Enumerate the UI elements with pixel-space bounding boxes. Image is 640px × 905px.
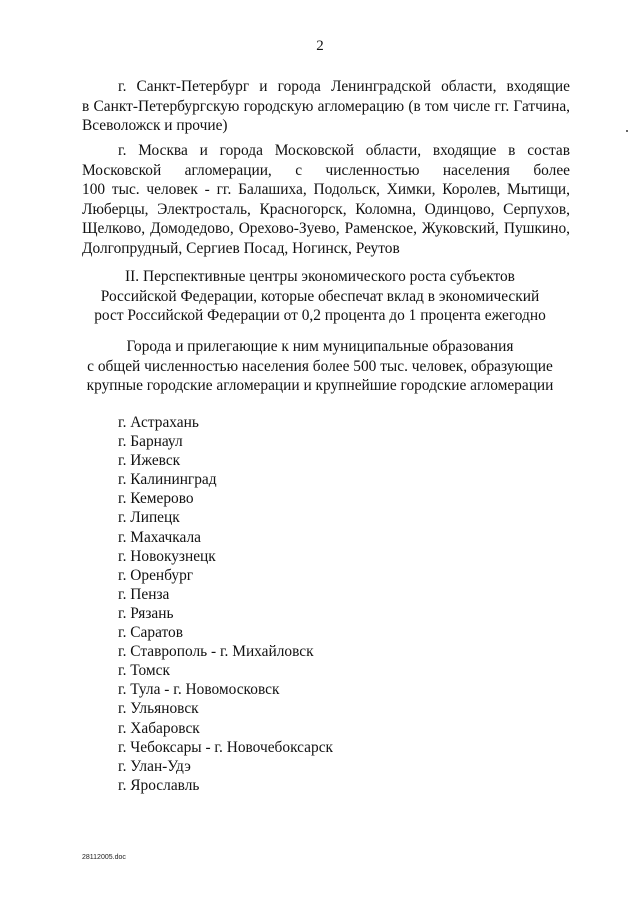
heading-line: Города и прилегающие к ним муниципальные образования	[126, 338, 514, 355]
page-number: 2	[316, 38, 324, 54]
heading-line: Российской Федерации, которые обеспечат вклад в экономический	[100, 287, 540, 305]
footer-file-code: 28112005.doc	[82, 854, 126, 861]
paragraph-saint-petersburg	[82, 77, 570, 136]
list-item: г. Рязань	[118, 604, 174, 622]
list-item: г. Тула - г. Новомосковск	[118, 681, 280, 699]
list-item: г. Барнаул	[118, 433, 183, 451]
city-list	[118, 413, 333, 795]
paragraph-line: Люберцы, Электросталь, Красногорск, Коломна, Одинцово, Серпухов,	[82, 200, 570, 218]
list-item: г. Улан-Удэ	[118, 757, 191, 775]
section-heading	[0, 267, 640, 326]
paragraph-line: 100 тыс. человек - гг. Балашиха, Подольск, Химки, Королев, Мытищи,	[82, 181, 570, 199]
heading-line: с общей численностью населения более 500 тыс. человек, образующие	[87, 357, 553, 375]
paragraph-line: г. Москва и города Московской области, входящие в состав	[118, 142, 570, 159]
list-item: г. Оренбург	[118, 566, 194, 584]
list-item: г. Махачкала	[118, 528, 201, 546]
heading-line: рост Российской Федерации от 0,2 процента до 1 процента ежегодно	[94, 307, 546, 325]
list-item: г. Астрахань	[118, 414, 199, 431]
paragraph-line: Всеволожск и прочие)	[82, 117, 228, 135]
list-item: г. Липецк	[118, 509, 180, 527]
paragraph-line: в Санкт-Петербургскую городскую агломерацию (в том числе гг. Гатчина,	[82, 97, 570, 115]
list-item: г. Ижевск	[118, 452, 181, 470]
list-item: г. Саратов	[118, 624, 183, 642]
paragraph-line: г. Санкт-Петербург и города Ленинградской области, входящие	[118, 78, 570, 95]
heading-line: крупные городские агломерации и крупнейшие городские агломерации	[86, 377, 554, 395]
list-item: г. Кемерово	[118, 490, 194, 508]
list-item: г. Ярославль	[118, 776, 200, 794]
subheading	[0, 337, 640, 396]
paragraph-line: Московской агломерации, с численностью населения более	[82, 161, 570, 179]
list-item: г. Ульяновск	[118, 700, 199, 718]
heading-line: II. Перспективные центры экономического роста субъектов	[125, 268, 515, 285]
list-item: г. Томск	[118, 662, 170, 680]
list-item: г. Калининград	[118, 471, 217, 489]
list-item: г. Ставрополь - г. Михайловск	[118, 643, 314, 661]
paragraph-line: Долгопрудный, Сергиев Посад, Ногинск, Реутов	[82, 239, 400, 257]
paragraph-line: Щелково, Домодедово, Орехово-Зуево, Раменское, Жуковский, Пушкино,	[82, 220, 570, 238]
scan-artifact	[626, 130, 628, 132]
list-item: г. Новокузнецк	[118, 547, 216, 565]
paragraph-moscow	[82, 141, 570, 259]
list-item: г. Чебоксары - г. Новочебоксарск	[118, 738, 334, 756]
list-item: г. Хабаровск	[118, 719, 200, 737]
list-item: г. Пенза	[118, 585, 170, 603]
